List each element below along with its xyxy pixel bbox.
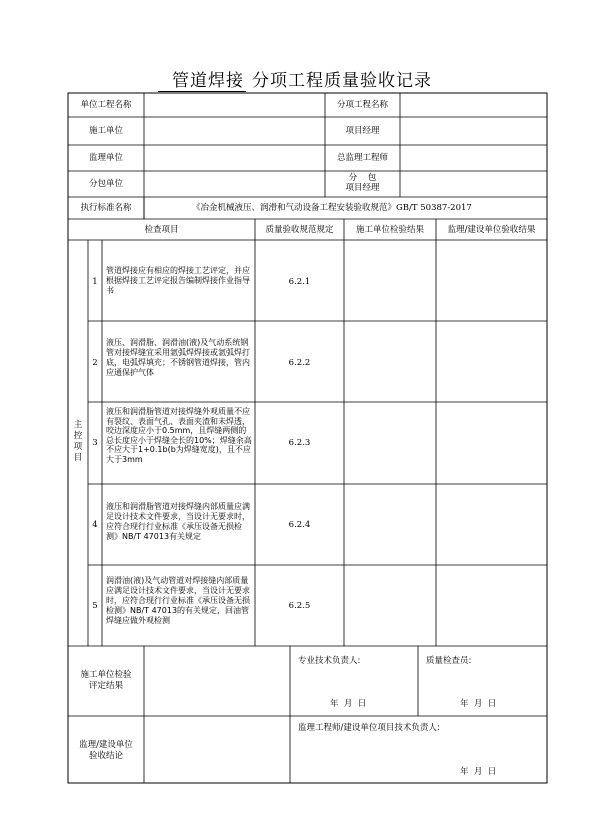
- supervision-conclusion-label: 监理/建设单位: [79, 740, 133, 750]
- date-field: 年 月 日: [460, 699, 497, 709]
- sub-project-label: 分项工程名称: [336, 100, 388, 110]
- item-spec: 6.2.3: [288, 438, 311, 448]
- item-no: 1: [92, 277, 98, 287]
- supervision-signer-label: 监理工程师/建设单位项目技术负责人:: [298, 723, 440, 733]
- standard-label: 执行标准名称: [80, 203, 132, 213]
- item-spec: 6.2.4: [288, 520, 311, 530]
- col-construction-result: 施工单位检验结果: [355, 225, 424, 235]
- date-field: 年 月 日: [330, 699, 367, 709]
- item-text: 液压、润滑脂、润滑油(液)及气动系统钢管对接焊缝宜采用氩弧焊焊接或氩弧焊打底，电弧焊填充；不锈钢管道焊接，管内应通保护气体: [106, 338, 250, 377]
- col-check-item: 检查项目: [144, 225, 179, 235]
- sub-manager-label-2: 项目经理: [345, 183, 380, 193]
- subcontractor-label: 分包单位: [88, 179, 123, 189]
- title-suffix: 分项工程质量验收记录: [252, 71, 432, 91]
- main-control-label: 主控项目: [73, 420, 83, 463]
- supervision-conclusion-label-2: 验收结论: [88, 751, 123, 761]
- unit-project-label: 单位工程名称: [80, 100, 132, 110]
- item-text: 管道焊接应有相应的焊接工艺评定，并应根据焊接工艺评定报告编制焊接作业指导书: [106, 266, 250, 295]
- item-text: 液压和润滑脂管道对接焊缝内部质量应满足设计技术文件要求，当设计无要求时，应符合现行行业标准《承压设备无损检测》NB/T 47013有关规定: [106, 502, 250, 541]
- standard-value: 《冶金机械液压、润滑和气动设备工程安装验收规范》GB/T 50387-2017: [192, 203, 472, 213]
- item-spec: 6.2.1: [288, 277, 311, 287]
- tech-lead-label: 专业技术负责人:: [298, 656, 361, 666]
- date-field: 年 月 日: [460, 767, 497, 777]
- construction-eval-label-2: 评定结果: [88, 681, 123, 691]
- project-manager-label: 项目经理: [345, 126, 380, 136]
- col-spec: 质量验收规范规定: [265, 225, 334, 235]
- item-spec: 6.2.5: [288, 601, 311, 611]
- col-supervision-result: 监理/建设单位验收结果: [447, 225, 536, 235]
- item-no: 3: [92, 438, 98, 448]
- construction-unit-label: 施工单位: [88, 126, 123, 136]
- item-no: 5: [92, 601, 98, 611]
- item-no: 4: [92, 520, 98, 530]
- chief-engineer-label: 总监理工程师: [336, 153, 388, 163]
- construction-eval-label: 施工单位检验: [80, 670, 132, 680]
- item-no: 2: [92, 358, 98, 368]
- supervision-unit-label: 监理单位: [88, 153, 123, 163]
- project-name: 管道焊接: [158, 66, 246, 92]
- item-text: 润滑油(液)及气动管道对焊接缝内部质量应满足设计技术文件要求，当设计无要求时，应符合现行行业标准《承压设备无损检测》NB/T 47013的有关规定，回油管焊缝应做外观检测: [106, 576, 250, 625]
- sub-manager-label-1: 分 包: [348, 173, 377, 183]
- quality-inspector-label: 质量检查员:: [426, 656, 472, 666]
- item-text: 液压和润滑脂管道对接焊缝外观质量不应有裂纹、表面气孔、表面夹渣和未焊透，咬边深度应小于0.5mm，且焊缝两侧的总长度应小于焊缝全长的10%；焊缝余高不应大于1+0.1b(b为焊缝宽度)，且不应大于3mm: [106, 407, 252, 464]
- item-spec: 6.2.2: [288, 358, 311, 368]
